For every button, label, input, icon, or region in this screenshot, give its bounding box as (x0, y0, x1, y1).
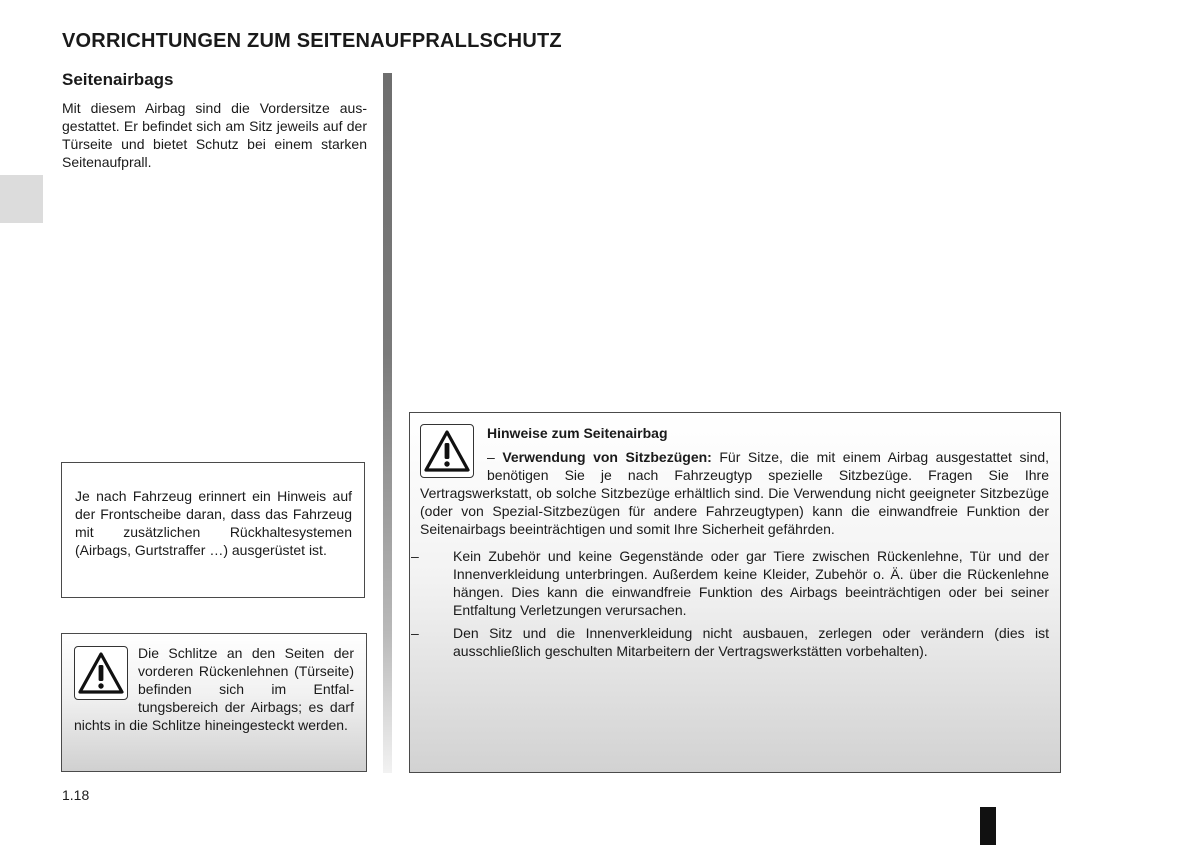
info-note-text: Je nach Fahrzeug erinnert ein Hinweis auf der Frontscheibe daran, dass das Fahrzeug mit zusätzlichen Rückhaltesystemen (Airbags, Gurtstraffer …) ausgerüstet ist. (75, 488, 352, 558)
warning-item-no-disassembly (411, 624, 1049, 660)
warning-box-side-airbag (409, 412, 1061, 773)
warning-triangle-icon (74, 646, 128, 700)
item-bold-label: Verwendung von Sitzbezügen: (502, 449, 712, 465)
page-title: VORRICHTUNGEN ZUM SEITENAUFPRALLSCHUTZ (62, 30, 562, 52)
section-body-text: Mit diesem Airbag sind die Vordersitze ausgestattet. Er befindet sich am Sitz jeweils auf der Türseite und bietet Schutz bei einem starken Seitenaufprall. (62, 100, 367, 170)
item-dash: – (487, 449, 495, 465)
warning-slots-text: Die Schlitze an den Seiten der vorderen Rückenlehnen (Türseite) befinden sich im Entfaltungsbereich der Airbags; es darf nichts in die Schlitze hineingesteckt werden. (74, 645, 354, 733)
item-dash: – (411, 548, 419, 564)
page-edge-marker (980, 807, 996, 845)
item-text: Den Sitz und die Innenverkleidung nicht ausbauen, zerlegen oder verändern (dies ist ausschließlich geschulten Mitarbeitern der Vertragswerkstätten vorbehalten). (453, 625, 1049, 659)
section-heading: Seitenairbags (62, 70, 174, 89)
info-note-box (61, 462, 365, 598)
page-number: 1.18 (62, 787, 90, 803)
item-text: Für Sitze, die mit einem Airbag ausgestattet sind, benötigen Sie je nach Fahrzeugtyp spezielle Sitzbezüge. Fragen Sie Ihre Vertragswerkstatt, ob solche Sitzbezüge erhältlich sind. Die Verwendung nicht geeigneter Sitzbezüge (oder von Spezial-Sitzbezügen für andere Fahrzeugtypen) kann die einwandfreie Funktion der Seitenairbags beeinträchtigen und somit Ihre Sicherheit gefährden. (420, 449, 1050, 537)
warning-item-seat-covers (420, 448, 1049, 538)
chapter-tab (0, 175, 43, 223)
column-divider (383, 73, 392, 773)
warning-title: Hinweise zum Seitenairbag (487, 425, 668, 441)
item-text: Kein Zubehör und keine Gegenstände oder gar Tiere zwischen Rückenlehne, Tür und der Innenverkleidung unterbringen. Außerdem keine Kleider, Zubehör o. Ä. über die Rückenlehne hängen. Dies kann die einwandfreie Funktion des Airbags beeinträchtigen oder bei seiner Entfaltung Verletzungen verursachen. (453, 548, 1049, 618)
warning-triangle-icon (420, 424, 474, 478)
warning-item-no-accessories (411, 547, 1049, 619)
item-dash: – (411, 625, 419, 641)
warning-box-slots (61, 633, 367, 772)
